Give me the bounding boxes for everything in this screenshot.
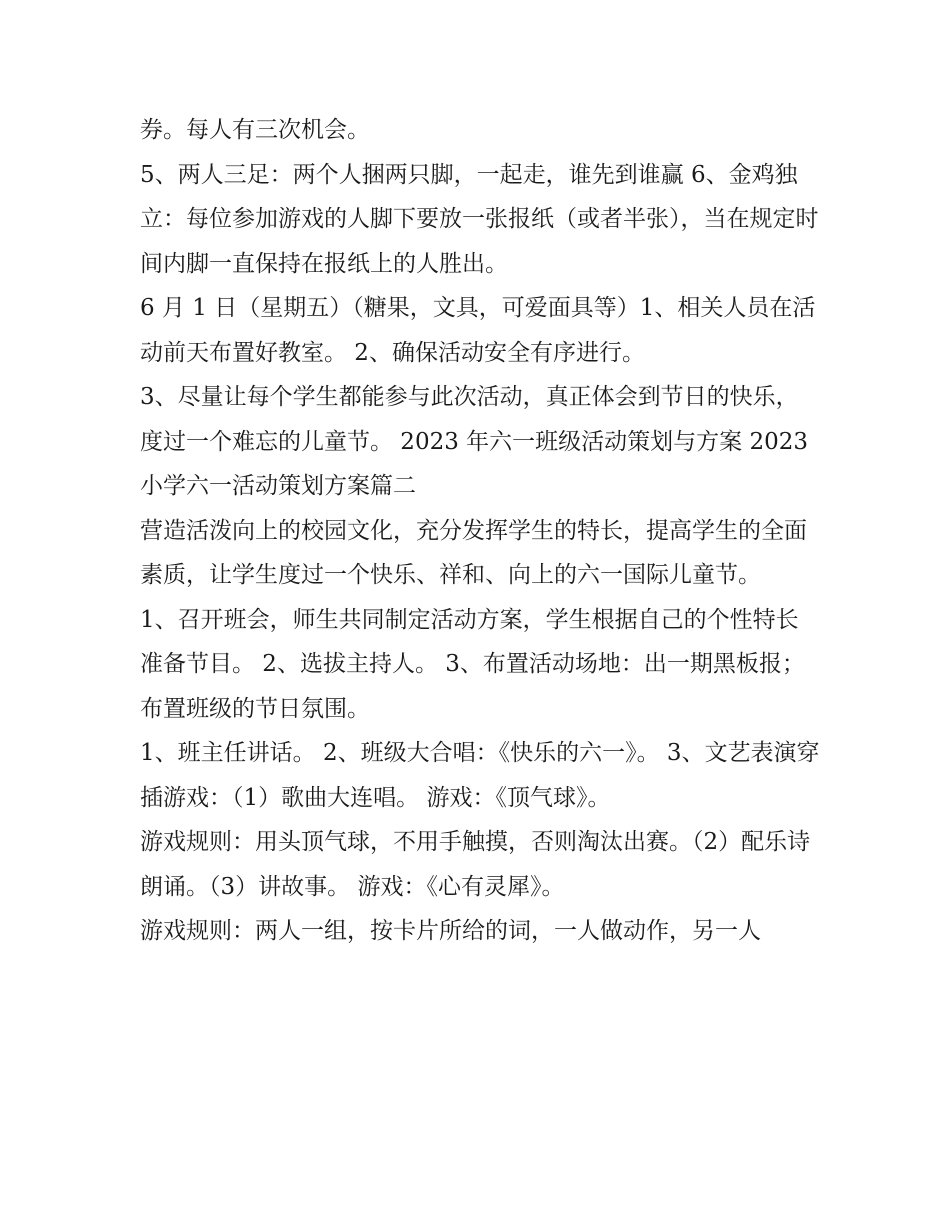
paragraph-7: 1、班主任讲话。 2、班级大合唱：《快乐的六一》。 3、文艺表演穿插游戏：（1）歌曲大连唱。 游戏：《顶气球》。 <box>140 740 820 811</box>
paragraph-9: 游戏规则：两人一组，按卡片所给的词，一人做动作，另一人 <box>140 918 761 944</box>
paragraph-4: 3、尽量让每个学生都能参与此次活动，真正体会到节日的快乐，度过一个难忘的儿童节。 2023 年六一班级活动策划与方案 2023 小学六一活动策划方案篇二 <box>140 384 808 499</box>
paragraph-3: 6 月 1 日（星期五）（糖果，文具，可爱面具等）1、相关人员在活动前天布置好教室。 2、确保活动安全有序进行。 <box>140 295 816 366</box>
paragraph-1: 券。每人有三次机会。 <box>140 117 370 143</box>
paragraph-8: 游戏规则：用头顶气球，不用手触摸，否则淘汰出赛。（2）配乐诗朗诵。（3）讲故事。 游戏：《心有灵犀》。 <box>140 829 811 900</box>
paragraph-5: 营造活泼向上的校园文化，充分发挥学生的特长，提高学生的全面素质，让学生度过一个快乐、祥和、向上的六一国际儿童节。 <box>140 517 807 588</box>
paragraph-6: 1、召开班会，师生共同制定活动方案，学生根据自己的个性特长准备节目。 2、选拔主持人。 3、布置活动场地：出一期黑板报；布置班级的节日氛围。 <box>140 606 805 722</box>
paragraph-2: 5、两人三足：两个人捆两只脚，一起走，谁先到谁赢 6、金鸡独立：每位参加游戏的人脚下要放一张报纸（或者半张），当在规定时间内脚一直保持在报纸上的人胜出。 <box>140 161 819 277</box>
document-body <box>140 108 820 954</box>
